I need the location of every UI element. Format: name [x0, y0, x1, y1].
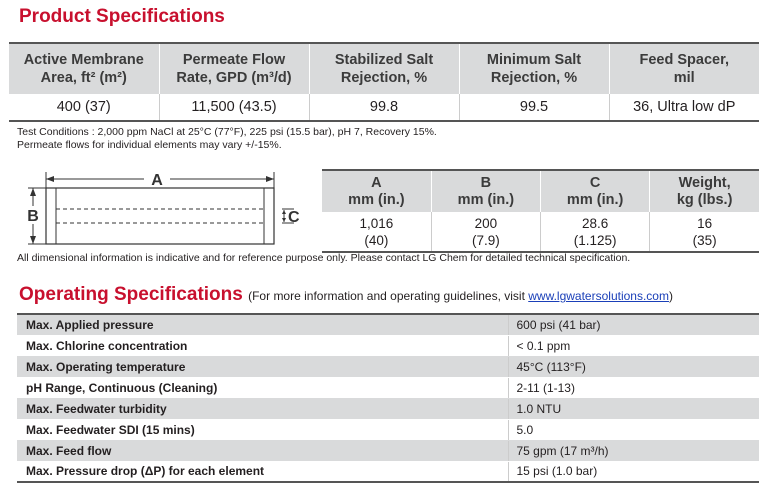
table-row — [17, 356, 759, 377]
spec-value: 2-11 (1-13) — [508, 377, 759, 398]
dimensions-value-row — [322, 212, 759, 252]
spec-param: Max. Chlorine concentration — [17, 335, 508, 356]
col-header-weight: Weight, kg (lbs.) — [650, 170, 759, 212]
dimension-b-label: B — [27, 208, 39, 225]
col-header-b: B mm (in.) — [431, 170, 540, 212]
table-row — [17, 440, 759, 461]
dimension-c-label: C — [288, 209, 300, 226]
test-conditions-note — [17, 126, 437, 152]
dimension-c-value: 28.6 (1.125) — [541, 212, 650, 252]
spec-value: 5.0 — [508, 419, 759, 440]
table-row — [17, 314, 759, 335]
col-header-permeate-flow: Permeate Flow Rate, GPD (m³/d) — [159, 43, 309, 94]
table-row — [17, 461, 759, 482]
table-row — [17, 377, 759, 398]
permeate-flow-value: 11,500 (43.5) — [159, 94, 309, 121]
col-header-c: C mm (in.) — [541, 170, 650, 212]
spec-param: Max. Feed flow — [17, 440, 508, 461]
spec-value: 1.0 NTU — [508, 398, 759, 419]
col-header-a: A mm (in.) — [322, 170, 431, 212]
operating-specifications-title: Operating Specifications — [19, 284, 243, 305]
membrane-area-value: 400 (37) — [9, 94, 159, 121]
spec-param: pH Range, Continuous (Cleaning) — [17, 377, 508, 398]
spec-param: Max. Pressure drop (ΔP) for each element — [17, 461, 508, 482]
product-spec-table — [9, 42, 759, 122]
spec-value: 15 psi (1.0 bar) — [508, 461, 759, 482]
product-spec-value-row — [9, 94, 759, 121]
table-row — [17, 398, 759, 419]
table-row — [17, 419, 759, 440]
stabilized-salt-rejection-value: 99.8 — [309, 94, 459, 121]
operating-spec-table — [17, 313, 759, 483]
dimensions-header-row — [322, 170, 759, 212]
minimum-salt-rejection-value: 99.5 — [459, 94, 609, 121]
spec-value: < 0.1 ppm — [508, 335, 759, 356]
element-dimension-diagram — [20, 166, 320, 252]
dimension-disclaimer: All dimensional information is indicative and for reference purpose only. Please contact LG Chem for detailed technical specification. — [17, 252, 631, 264]
col-header-minimum-salt-rejection: Minimum Salt Rejection, % — [459, 43, 609, 94]
table-row — [17, 335, 759, 356]
dimension-a-label: A — [151, 172, 163, 189]
spec-param: Max. Applied pressure — [17, 314, 508, 335]
test-conditions-text: Test Conditions : 2,000 ppm NaCl at 25°C (77°F), 225 psi (15.5 bar), pH 7, Recovery 15%. — [17, 126, 437, 138]
col-header-stabilized-salt-rejection: Stabilized Salt Rejection, % — [309, 43, 459, 94]
dimension-b-value: 200 (7.9) — [431, 212, 540, 252]
spec-value: 45°C (113°F) — [508, 356, 759, 377]
membrane-element-body — [46, 188, 274, 244]
product-spec-header-row — [9, 43, 759, 94]
col-header-feed-spacer: Feed Spacer, mil — [609, 43, 759, 94]
spec-param: Max. Feedwater SDI (15 mins) — [17, 419, 508, 440]
operating-specifications-header — [19, 284, 673, 306]
dimension-a-value: 1,016 (40) — [322, 212, 431, 252]
col-header-membrane-area: Active Membrane Area, ft² (m²) — [9, 43, 159, 94]
spec-param: Max. Feedwater turbidity — [17, 398, 508, 419]
weight-value: 16 (35) — [650, 212, 759, 252]
permeate-variation-text: Permeate flows for individual elements may vary +/-15%. — [17, 139, 282, 151]
lgwatersolutions-link[interactable]: www.lgwatersolutions.com — [528, 289, 669, 303]
spec-param: Max. Operating temperature — [17, 356, 508, 377]
spec-value: 75 gpm (17 m³/h) — [508, 440, 759, 461]
dimensions-table — [322, 169, 759, 253]
product-specifications-title: Product Specifications — [19, 6, 225, 27]
feed-spacer-value: 36, Ultra low dP — [609, 94, 759, 121]
spec-value: 600 psi (41 bar) — [508, 314, 759, 335]
operating-info-note: (For more information and operating guidelines, visit www.lgwatersolutions.com) — [248, 289, 673, 303]
